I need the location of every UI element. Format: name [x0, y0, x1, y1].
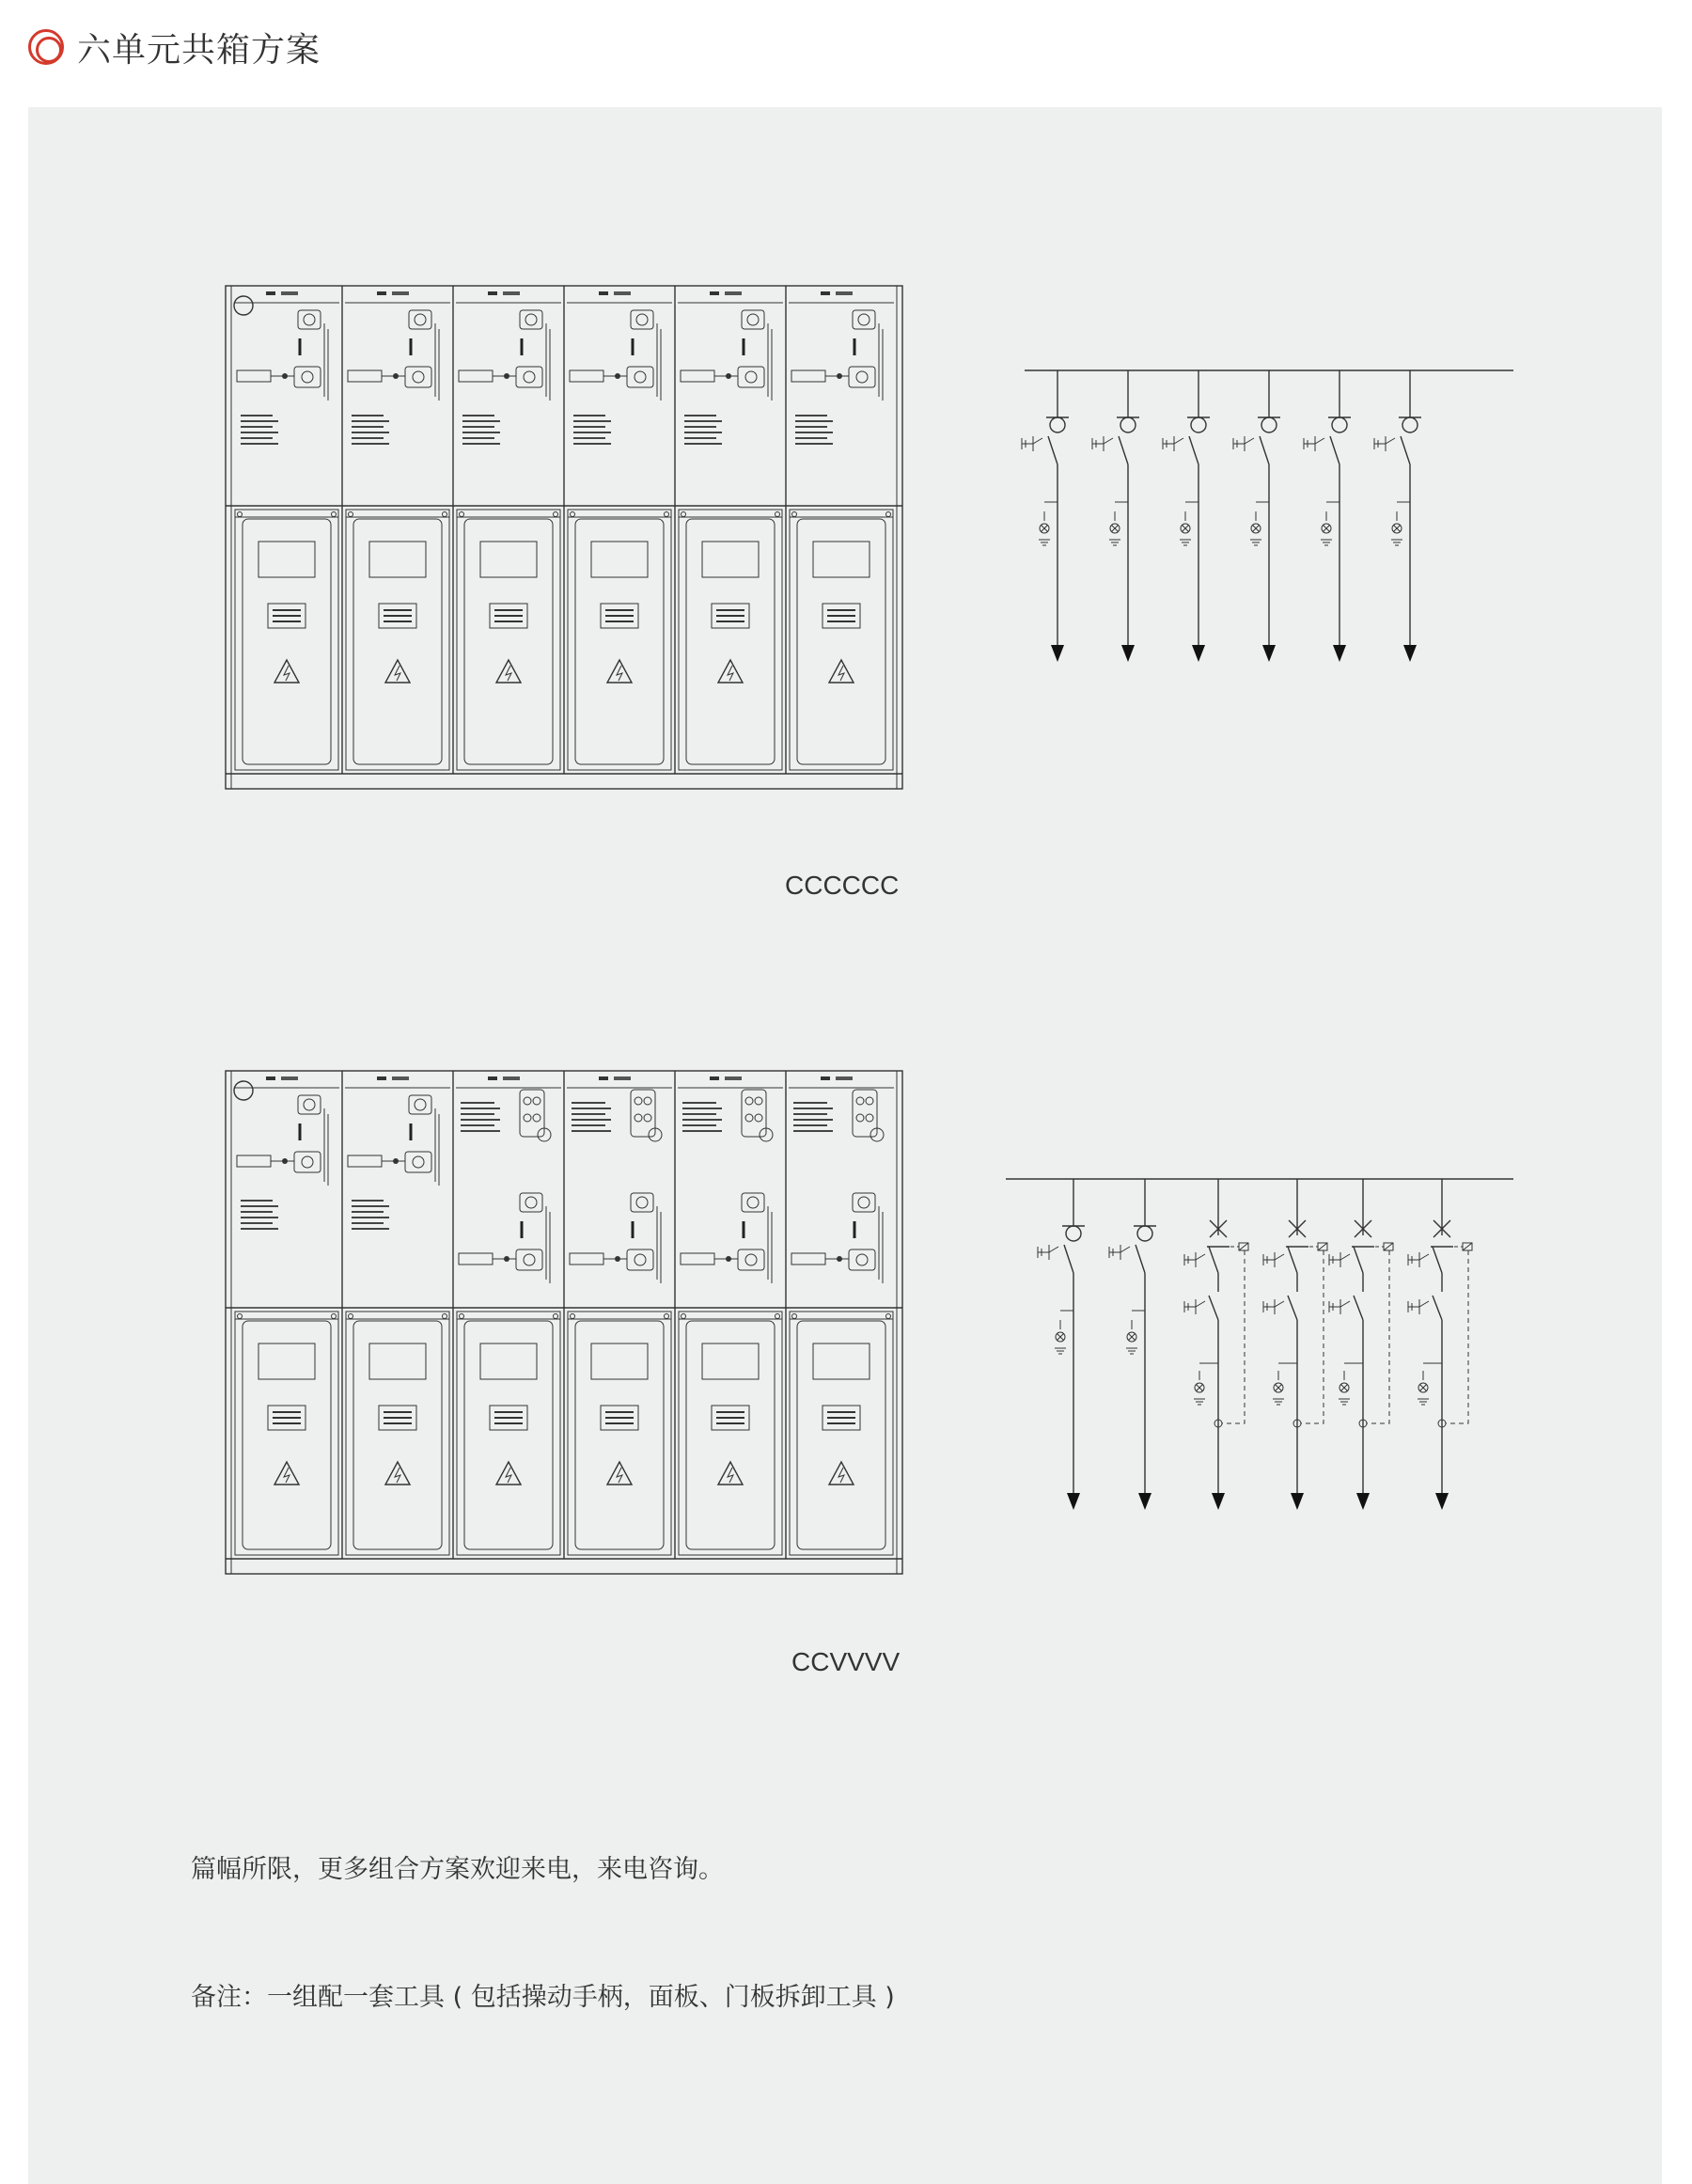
operating-hole-box: [520, 1193, 542, 1212]
unit-label-text-mark: [614, 1076, 631, 1080]
door-panel: [797, 519, 885, 764]
load-switch-icon: [1120, 417, 1136, 432]
breaker-blade: [1354, 1247, 1363, 1273]
door-hinge: [792, 1314, 797, 1319]
operating-hole-box: [853, 310, 875, 329]
operating-hole-icon: [525, 314, 537, 325]
cable-outlet-arrow-icon: [1212, 1493, 1225, 1510]
trip-circuit-dashed: [1446, 1250, 1468, 1423]
interlock-label: [791, 1253, 825, 1265]
door-hinge: [665, 1314, 669, 1319]
door-hinge: [443, 512, 447, 517]
unit-label-text-mark: [725, 291, 742, 295]
switch-blade: [1260, 436, 1269, 464]
door-hinge: [776, 512, 780, 517]
unit-label-mark: [377, 1076, 386, 1080]
cabinet-drawing-2: [197, 1061, 931, 1588]
lower-door: [568, 510, 671, 770]
earthing-hole-icon: [856, 371, 868, 383]
earth-blade: [1419, 1254, 1429, 1260]
earthing-hole-icon: [745, 1254, 757, 1265]
unit-label-text-mark: [503, 291, 520, 295]
interlock-label: [570, 1253, 603, 1265]
lightning-bolt-icon: [617, 666, 622, 681]
interlock-dot: [726, 373, 731, 379]
breaker-charge-button: [644, 1114, 651, 1122]
door-hinge: [443, 1314, 447, 1319]
single-line-diagram-2: [968, 1151, 1532, 1527]
breaker-on-button: [745, 1097, 753, 1105]
operating-hole-icon: [636, 1197, 648, 1208]
interlock-dot: [504, 1256, 509, 1262]
lightning-bolt-icon: [395, 666, 400, 681]
operating-hole-icon: [747, 314, 759, 325]
operating-hole-box: [409, 1095, 431, 1114]
unit-label-mark: [377, 291, 386, 295]
door-hinge: [886, 1314, 891, 1319]
door-hinge: [792, 512, 797, 517]
load-switch-icon: [1066, 1226, 1081, 1241]
breaker-charge-button: [755, 1114, 762, 1122]
unit-label-text-mark: [392, 1076, 409, 1080]
unit-label-mark: [710, 1076, 719, 1080]
unit-label-mark: [266, 1076, 275, 1080]
interlock-label: [791, 370, 825, 382]
door-hinge: [332, 512, 337, 517]
lightning-bolt-icon: [838, 1468, 844, 1483]
lower-door: [235, 510, 338, 770]
pressure-gauge-icon: [234, 1081, 253, 1100]
switch-blade: [1119, 436, 1128, 464]
relay-cross: [1463, 1243, 1472, 1250]
earthing-hole-box: [849, 1249, 875, 1270]
earth-blade: [1275, 1301, 1284, 1307]
earthing-hole-icon: [413, 1156, 424, 1168]
operating-hole-icon: [415, 314, 426, 325]
unit-label-mark: [488, 1076, 497, 1080]
cable-outlet-arrow-icon: [1192, 645, 1205, 662]
load-switch-icon: [1050, 417, 1065, 432]
door-hinge: [886, 512, 891, 517]
earth-disconnector-blade: [1288, 1296, 1297, 1320]
breaker-blade: [1288, 1247, 1297, 1273]
door-panel: [575, 1321, 664, 1549]
lower-door: [790, 510, 893, 770]
unit-label-text-mark: [836, 291, 853, 295]
breaker-charge-button: [533, 1114, 540, 1122]
earthing-hole-box: [405, 1152, 431, 1172]
cable-outlet-arrow-icon: [1067, 1493, 1080, 1510]
lower-door: [457, 510, 560, 770]
operating-hole-icon: [858, 314, 870, 325]
breaker-spring-button: [745, 1114, 753, 1122]
breaker-spring-button: [856, 1114, 864, 1122]
earth-blade: [1419, 1301, 1429, 1307]
operating-hole-box: [853, 1193, 875, 1212]
operating-hole-icon: [415, 1099, 426, 1110]
earthing-hole-box: [294, 1152, 321, 1172]
earth-disconnector-blade: [1209, 1296, 1218, 1320]
relay-cross: [1239, 1243, 1248, 1250]
earthing-hole-box: [738, 367, 764, 387]
cable-outlet-arrow-icon: [1435, 1493, 1449, 1510]
double-circle-icon: [28, 29, 64, 65]
operating-hole-icon: [304, 314, 315, 325]
switch-blade: [1136, 1245, 1145, 1273]
lightning-bolt-icon: [395, 1468, 400, 1483]
load-switch-icon: [1261, 417, 1277, 432]
switch-blade: [1330, 436, 1340, 464]
door-hinge: [460, 1314, 464, 1319]
earth-blade: [1340, 1301, 1350, 1307]
load-switch-icon: [1402, 417, 1418, 432]
door-hinge: [554, 512, 558, 517]
breaker-spring-button: [634, 1114, 642, 1122]
trip-circuit-dashed: [1367, 1250, 1389, 1423]
unit-label-text-mark: [281, 1076, 298, 1080]
load-switch-icon: [1137, 1226, 1152, 1241]
inspection-window: [258, 542, 315, 577]
earthing-hole-icon: [302, 371, 313, 383]
lightning-bolt-icon: [506, 666, 511, 681]
unit-label-text-mark: [836, 1076, 853, 1080]
operating-hole-icon: [858, 1197, 870, 1208]
inspection-window: [702, 1343, 759, 1379]
door-hinge: [332, 1314, 337, 1319]
interlock-dot: [615, 373, 620, 379]
breaker-blade: [1209, 1247, 1218, 1273]
lower-door: [457, 1312, 560, 1555]
scheme-code-1: CCCCCC: [785, 871, 900, 900]
inspection-window: [369, 542, 426, 577]
earthing-hole-icon: [524, 371, 535, 383]
earth-blade: [1174, 438, 1183, 444]
door-hinge: [682, 1314, 686, 1319]
unit-label-text-mark: [503, 1076, 520, 1080]
breaker-off-button: [644, 1097, 651, 1105]
interlock-dot: [726, 1256, 731, 1262]
switch-blade: [1189, 436, 1198, 464]
breaker-off-button: [755, 1097, 762, 1105]
trip-circuit-dashed: [1222, 1250, 1245, 1423]
door-hinge: [571, 1314, 575, 1319]
interlock-label: [681, 1253, 714, 1265]
lightning-bolt-icon: [838, 666, 844, 681]
breaker-spring-button: [524, 1114, 531, 1122]
lightning-bolt-icon: [728, 1468, 733, 1483]
earth-blade: [1315, 438, 1324, 444]
unit-label-mark: [821, 291, 830, 295]
section-header: [28, 21, 321, 73]
inspection-window: [591, 542, 648, 577]
unit-label-mark: [821, 1076, 830, 1080]
operating-hole-box: [298, 310, 321, 329]
operating-hole-box: [742, 310, 764, 329]
earthing-hole-icon: [856, 1254, 868, 1265]
earthing-hole-icon: [302, 1156, 313, 1168]
unit-label-text-mark: [725, 1076, 742, 1080]
breaker-charge-button: [866, 1114, 873, 1122]
interlock-label: [570, 370, 603, 382]
earthing-hole-icon: [634, 371, 646, 383]
interlock-label: [237, 1155, 271, 1167]
inspection-window: [591, 1343, 648, 1379]
door-hinge: [238, 1314, 243, 1319]
operating-hole-icon: [636, 314, 648, 325]
operating-hole-box: [409, 310, 431, 329]
interlock-dot: [282, 1158, 288, 1164]
operating-hole-icon: [747, 1197, 759, 1208]
operating-hole-icon: [525, 1197, 537, 1208]
breaker-on-button: [524, 1097, 531, 1105]
breaker-off-button: [533, 1097, 540, 1105]
relay-cross: [1384, 1243, 1393, 1250]
switch-blade: [1048, 436, 1058, 464]
operating-hole-box: [631, 1193, 653, 1212]
cabinet-drawing-1: [197, 276, 931, 803]
section-title: 六单元共箱方案: [77, 30, 321, 70]
earth-blade: [1104, 438, 1113, 444]
lower-door: [790, 1312, 893, 1555]
door-hinge: [682, 512, 686, 517]
lightning-bolt-icon: [728, 666, 733, 681]
door-panel: [353, 1321, 442, 1549]
interlock-dot: [615, 1256, 620, 1262]
unit-label-mark: [710, 291, 719, 295]
cable-outlet-arrow-icon: [1051, 645, 1064, 662]
cable-outlet-arrow-icon: [1138, 1493, 1152, 1510]
interlock-label: [459, 1253, 493, 1265]
door-hinge: [238, 512, 243, 517]
earth-blade: [1386, 438, 1395, 444]
door-hinge: [349, 512, 353, 517]
cable-outlet-arrow-icon: [1121, 645, 1135, 662]
breaker-on-button: [856, 1097, 864, 1105]
inspection-window: [480, 542, 537, 577]
inspection-window: [480, 1343, 537, 1379]
earthing-hole-icon: [524, 1254, 535, 1265]
earth-blade: [1049, 1247, 1058, 1252]
cable-outlet-arrow-icon: [1262, 645, 1276, 662]
unit-label-mark: [266, 291, 275, 295]
inspection-window: [369, 1343, 426, 1379]
door-panel: [686, 519, 775, 764]
earth-blade: [1340, 1254, 1350, 1260]
earthing-hole-box: [738, 1249, 764, 1270]
lightning-bolt-icon: [284, 666, 290, 681]
operating-hole-box: [520, 310, 542, 329]
interlock-label: [348, 370, 382, 382]
earth-blade: [1120, 1247, 1130, 1252]
earth-disconnector-blade: [1354, 1296, 1363, 1320]
lower-door: [568, 1312, 671, 1555]
interlock-dot: [504, 373, 509, 379]
unit-label-mark: [599, 291, 608, 295]
door-hinge: [571, 512, 575, 517]
interlock-dot: [837, 1256, 842, 1262]
door-panel: [797, 1321, 885, 1549]
note-line-2: 备注：一组配一套工具 ( 包括操动手柄，面板、门板拆卸工具 ): [191, 1983, 895, 2012]
cable-outlet-arrow-icon: [1356, 1493, 1370, 1510]
door-hinge: [554, 1314, 558, 1319]
unit-label-text-mark: [392, 291, 409, 295]
lower-door: [235, 1312, 338, 1555]
interlock-label: [237, 370, 271, 382]
earthing-hole-box: [405, 367, 431, 387]
unit-label-text-mark: [281, 291, 298, 295]
cable-outlet-arrow-icon: [1291, 1493, 1304, 1510]
door-hinge: [776, 1314, 780, 1319]
unit-label-mark: [488, 291, 497, 295]
switch-blade: [1064, 1245, 1073, 1273]
door-panel: [243, 519, 331, 764]
operating-hole-icon: [304, 1099, 315, 1110]
earth-disconnector-blade: [1433, 1296, 1442, 1320]
breaker-blade: [1433, 1247, 1442, 1273]
unit-label-mark: [599, 1076, 608, 1080]
interlock-dot: [837, 373, 842, 379]
door-hinge: [349, 1314, 353, 1319]
lightning-bolt-icon: [617, 1468, 622, 1483]
interlock-label: [681, 370, 714, 382]
earthing-hole-box: [849, 367, 875, 387]
inspection-window: [813, 1343, 870, 1379]
scheme-code-2: CCVVVV: [791, 1647, 901, 1676]
breaker-off-button: [866, 1097, 873, 1105]
lower-door: [679, 1312, 782, 1555]
unit-label-text-mark: [614, 291, 631, 295]
door-hinge: [460, 512, 464, 517]
door-hinge: [665, 512, 669, 517]
interlock-dot: [282, 373, 288, 379]
inspection-window: [258, 1343, 315, 1379]
earthing-hole-box: [627, 367, 653, 387]
interlock-label: [459, 370, 493, 382]
load-switch-icon: [1191, 417, 1206, 432]
door-panel: [464, 1321, 553, 1549]
inspection-window: [702, 542, 759, 577]
single-line-diagram-1: [987, 342, 1513, 681]
interlock-label: [348, 1155, 382, 1167]
pressure-gauge-icon: [234, 296, 253, 315]
note-line-1: 篇幅所限，更多组合方案欢迎来电，来电咨询。: [191, 1855, 724, 1884]
switch-blade: [1401, 436, 1410, 464]
earthing-hole-box: [516, 1249, 542, 1270]
lower-door: [346, 1312, 449, 1555]
door-panel: [575, 519, 664, 764]
operating-hole-box: [742, 1193, 764, 1212]
lightning-bolt-icon: [506, 1468, 511, 1483]
earth-blade: [1196, 1301, 1205, 1307]
earth-blade: [1033, 438, 1042, 444]
lower-door: [346, 510, 449, 770]
load-switch-icon: [1332, 417, 1347, 432]
lower-door: [679, 510, 782, 770]
content-panel: [28, 107, 1662, 2184]
earthing-hole-box: [627, 1249, 653, 1270]
relay-cross: [1318, 1243, 1327, 1250]
inspection-window: [813, 542, 870, 577]
interlock-dot: [393, 373, 399, 379]
interlock-dot: [393, 1158, 399, 1164]
breaker-on-button: [634, 1097, 642, 1105]
earthing-hole-icon: [413, 371, 424, 383]
earth-blade: [1245, 438, 1254, 444]
door-panel: [686, 1321, 775, 1549]
lightning-bolt-icon: [284, 1468, 290, 1483]
earthing-hole-box: [294, 367, 321, 387]
cable-outlet-arrow-icon: [1403, 645, 1417, 662]
trip-circuit-dashed: [1301, 1250, 1324, 1423]
earth-blade: [1275, 1254, 1284, 1260]
operating-hole-box: [631, 310, 653, 329]
earth-blade: [1196, 1254, 1205, 1260]
door-panel: [464, 519, 553, 764]
operating-hole-box: [298, 1095, 321, 1114]
door-panel: [353, 519, 442, 764]
earthing-hole-icon: [745, 371, 757, 383]
door-panel: [243, 1321, 331, 1549]
earthing-hole-icon: [634, 1254, 646, 1265]
earthing-hole-box: [516, 367, 542, 387]
cable-outlet-arrow-icon: [1333, 645, 1346, 662]
